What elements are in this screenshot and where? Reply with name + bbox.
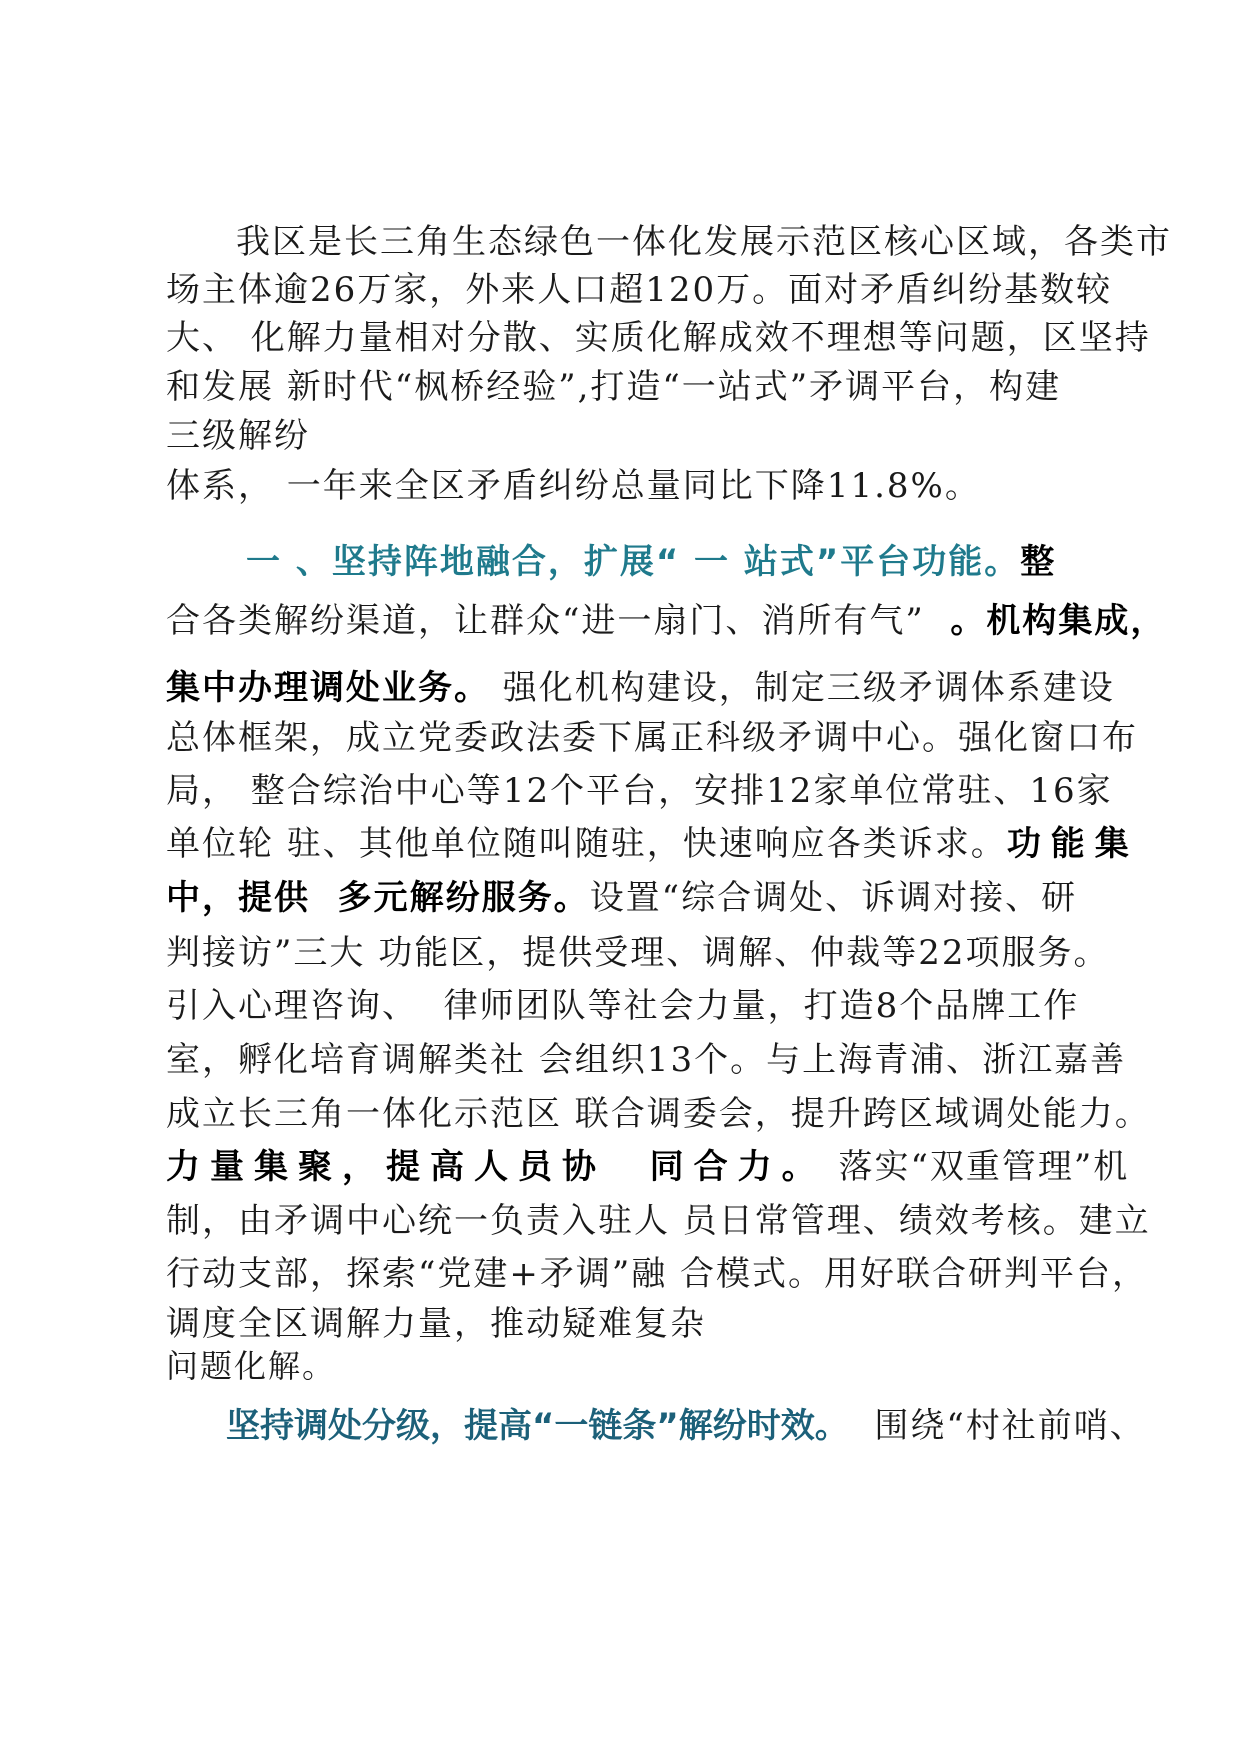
subheading-text: 中，提供 多元解纷服务。	[166, 878, 590, 918]
paragraph-line: 和发展 新时代“枫桥经验”,打造“一站式”矛调平台，构建	[166, 367, 1062, 407]
paragraph-line	[166, 874, 1077, 922]
paragraph-line	[166, 664, 1115, 712]
body-text: 单位轮 驻、其他单位随叫随驻，快速响应各类诉求。	[166, 824, 1007, 864]
paragraph-line: 体系， 一年来全区矛盾纠纷总量同比下降11.8%。	[166, 466, 981, 506]
body-text: 围绕“村社前哨、	[848, 1406, 1146, 1446]
subheading-text: 。机构集成，	[950, 601, 1167, 641]
subheading-text: 力量集聚，提高人员协 同合力。	[166, 1147, 826, 1187]
paragraph-line: 我区是长三角生态绿色一体化发展示范区核心区域，各类市	[236, 222, 1172, 262]
paragraph-line	[166, 597, 1166, 645]
subheading-text: 集中办理调处业务。	[166, 668, 490, 708]
body-text: 强化机构建设，制定三级矛调体系建设	[490, 668, 1115, 708]
section1-heading-line	[246, 538, 1056, 586]
paragraph-line: 三级解纷	[166, 416, 310, 456]
paragraph-line: 总体框架，成立党委政法委下属正科级矛调中心。强化窗口布	[166, 718, 1138, 758]
body-text: 合各类解纷渠道，让群众“进一扇门、消所有气”	[166, 601, 951, 641]
body-text: 设置“综合调处、诉调对接、研	[589, 878, 1078, 918]
paragraph-line: 行动支部，探索“党建+矛调”融 合模式。用好联合研判平台，	[166, 1254, 1149, 1294]
paragraph-line: 局， 整合综治中心等12个平台，安排12家单位常驻、16家	[166, 771, 1113, 811]
body-text: 落实“双重管理”机	[825, 1147, 1130, 1187]
paragraph-line: 室，孵化培育调解类社 会组织13个。与上海青浦、浙江嘉善	[166, 1040, 1127, 1080]
paragraph-line: 调度全区调解力量，推动疑难复杂	[166, 1304, 706, 1344]
paragraph-line: 大、 化解力量相对分散、实质化解成效不理想等问题，区坚持	[166, 318, 1151, 358]
section1-heading-tail: 整	[1020, 542, 1057, 582]
paragraph-line: 引入心理咨询、 律师团队等社会力量，打造8个品牌工作	[166, 986, 1080, 1026]
paragraph-line: 成立长三角一体化示范区 联合调委会，提升跨区域调处能力。	[166, 1094, 1151, 1134]
section2-heading: 坚持调处分级，提高“一链条”解纷时效。	[226, 1406, 849, 1446]
paragraph-line: 判接访”三大 功能区，提供受理、调解、仲裁等22项服务。	[166, 933, 1110, 973]
section1-heading: 一 、坚持阵地融合，扩展“ 一 站式”平台功能。	[246, 542, 1021, 582]
section2-heading-line	[226, 1402, 1146, 1450]
paragraph-line	[166, 1143, 1129, 1191]
paragraph-line: 制，由矛调中心统一负责入驻人 员日常管理、绩效考核。建立	[166, 1201, 1151, 1241]
paragraph-line: 问题化解。	[166, 1347, 337, 1385]
paragraph-line	[166, 820, 1139, 868]
paragraph-line: 场主体逾26万家，外来人口超120万。面对矛盾纠纷基数较	[166, 270, 1113, 310]
subheading-text: 功能集	[1006, 824, 1139, 864]
